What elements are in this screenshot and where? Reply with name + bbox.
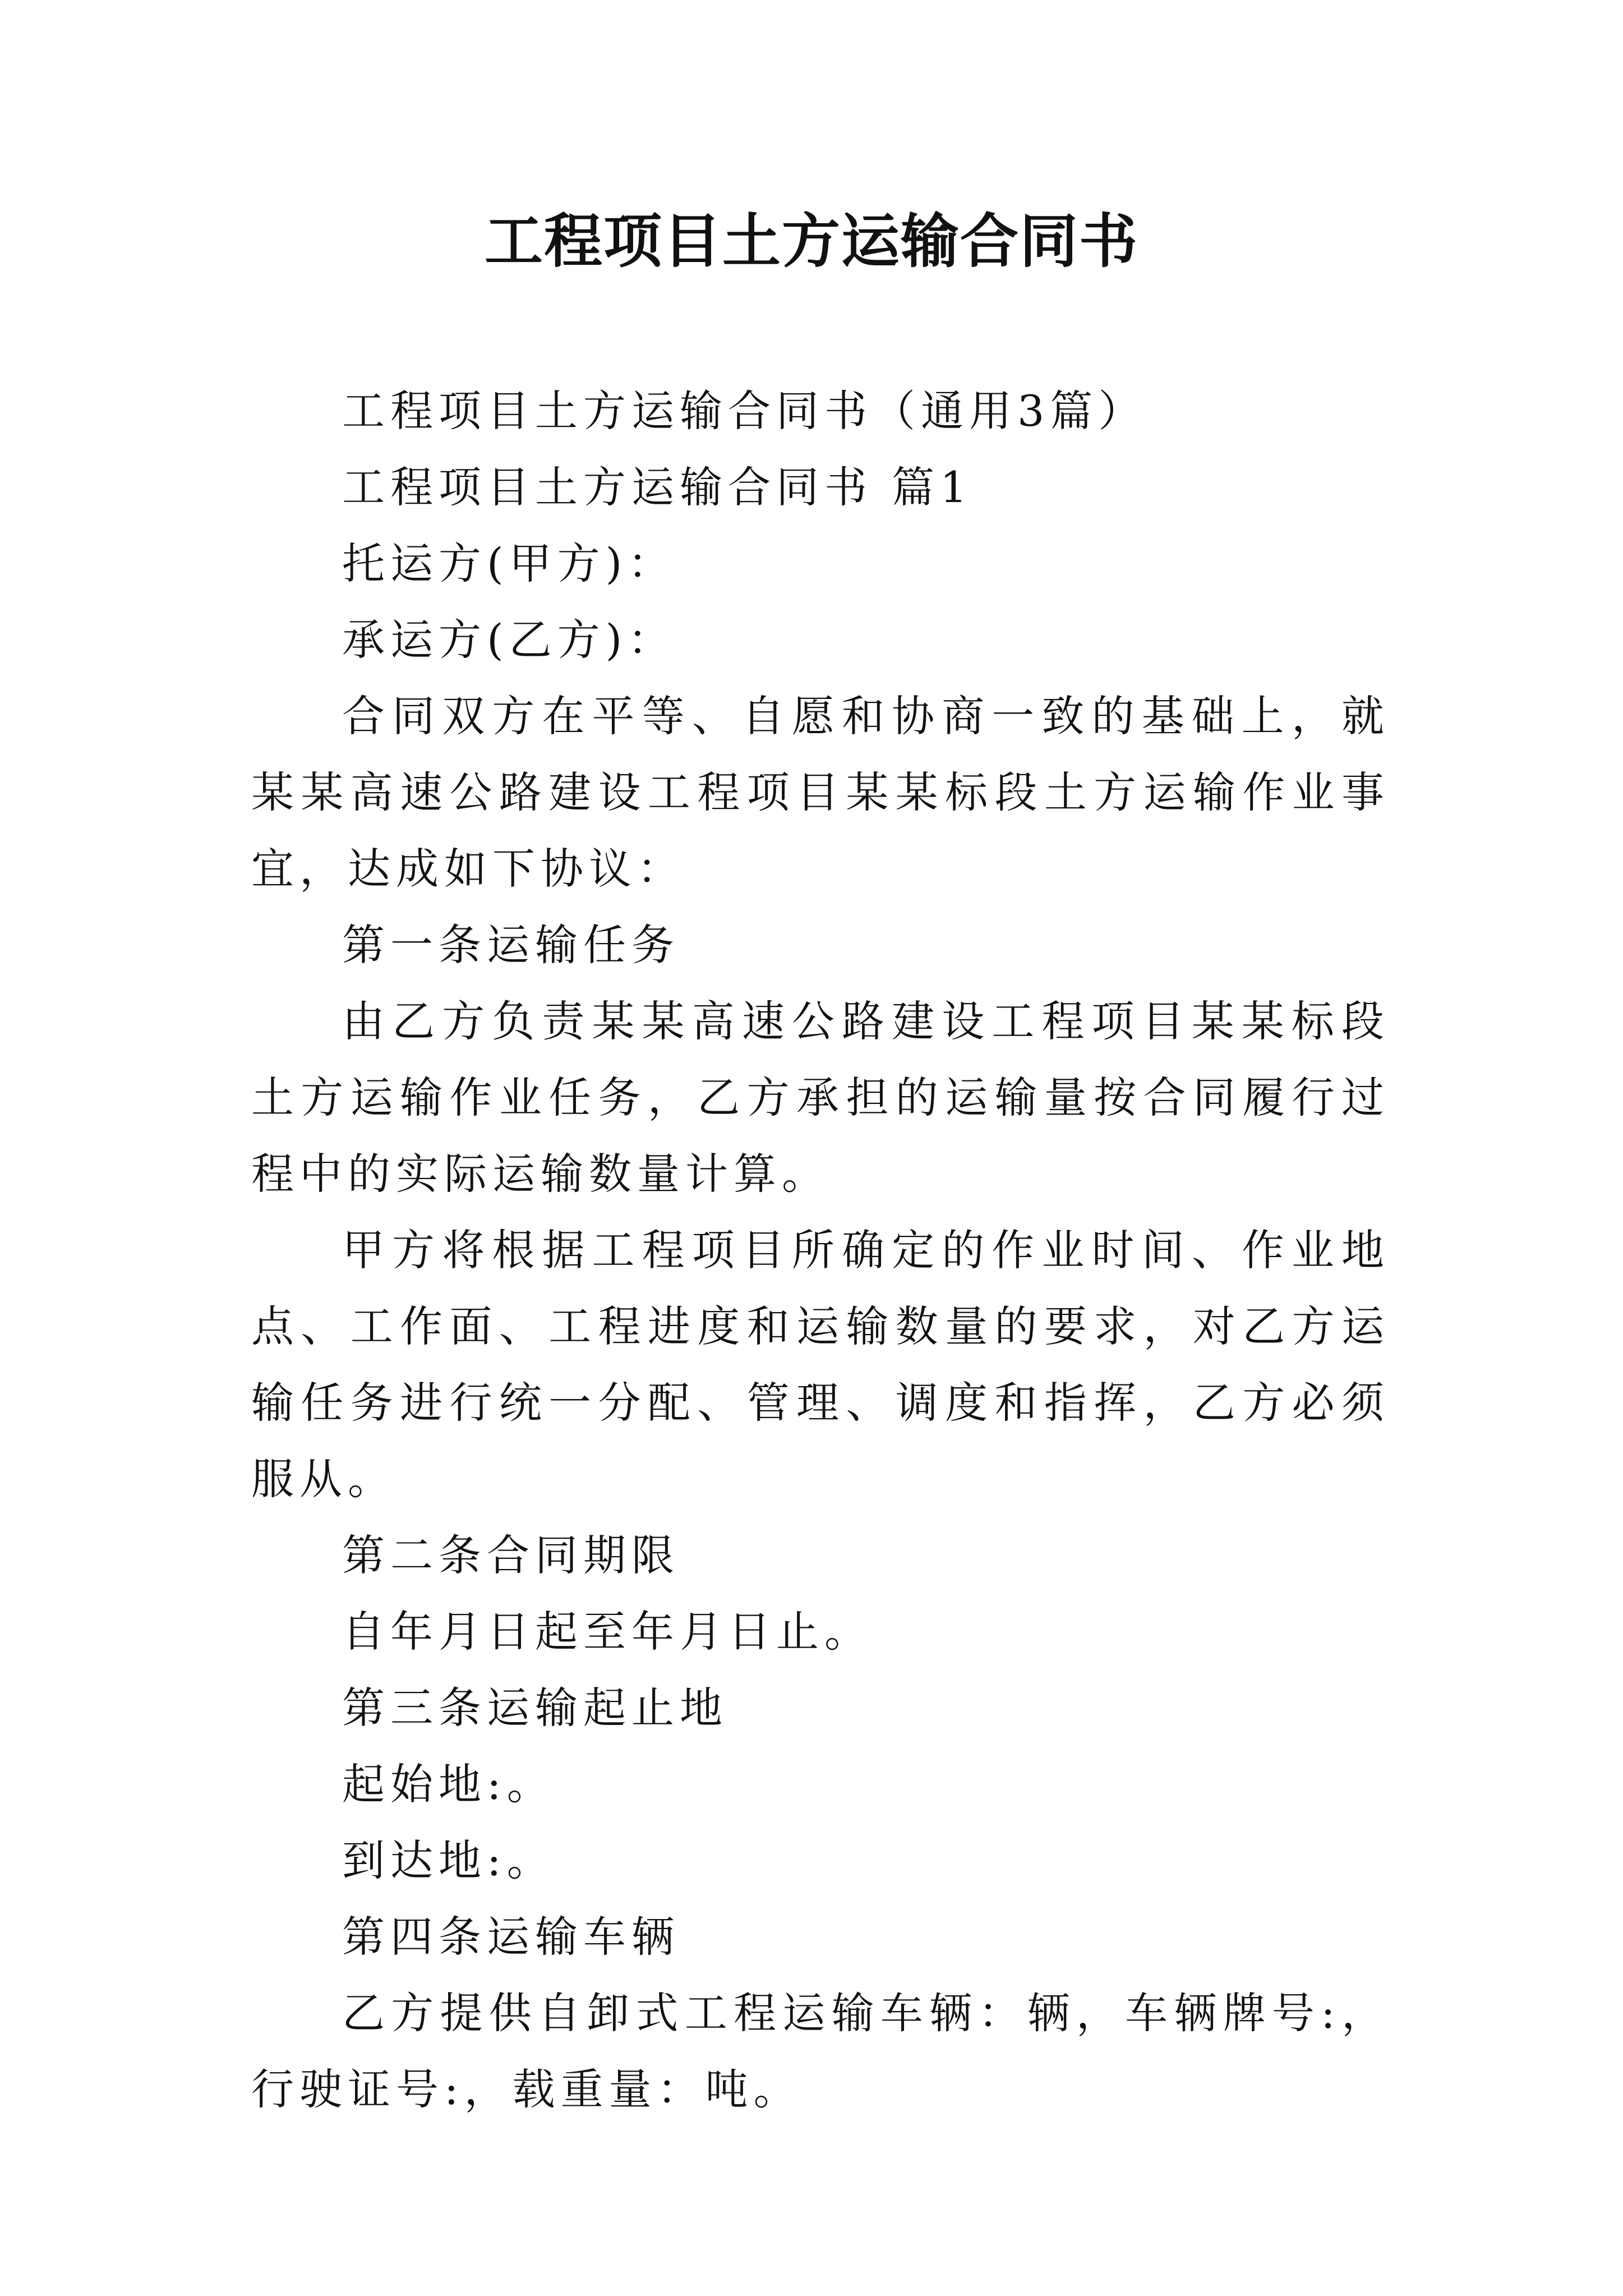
party-a-line: 托运方(甲方)： <box>342 539 676 588</box>
article-heading: 第四条运输车辆 <box>342 1912 680 1962</box>
subtitle-paragraph: 工程项目土方运输合同书（通用3篇） <box>342 386 1147 436</box>
document-title: 工程项目土方运输合同书 <box>484 206 1138 275</box>
body-paragraph: 到达地:。 <box>342 1835 555 1885</box>
document-body <box>251 373 1390 2128</box>
article-heading: 第一条运输任务 <box>342 920 680 970</box>
body-paragraph: 甲方将根据工程项目所确定的作业时间、作业地点、工作面、工程进度和运输数量的要求，对乙方运输任务进行统一分配、管理、调度和指挥，乙方必须服从。 <box>251 1225 1390 1504</box>
body-paragraph: 起始地:。 <box>342 1759 555 1809</box>
body-paragraph: 由乙方负责某某高速公路建设工程项目某某标段土方运输作业任务，乙方承担的运输量按合同履行过程中的实际运输数量计算。 <box>251 996 1390 1199</box>
article-heading: 第三条运输起止地 <box>342 1683 728 1733</box>
party-b-line: 承运方(乙方)： <box>342 615 676 665</box>
body-paragraph: 乙方提供自卸式工程运输车辆：辆，车辆牌号:，行驶证号:，载重量：吨。 <box>251 1988 1390 2114</box>
preamble-paragraph: 合同双方在平等、自愿和协商一致的基础上，就某某高速公路建设工程项目某某标段土方运输作业事宜，达成如下协议： <box>251 691 1390 894</box>
section-heading: 工程项目土方运输合同书 篇1 <box>342 462 973 512</box>
article-heading: 第二条合同期限 <box>342 1530 680 1580</box>
body-paragraph: 自年月日起至年月日止。 <box>342 1607 873 1657</box>
